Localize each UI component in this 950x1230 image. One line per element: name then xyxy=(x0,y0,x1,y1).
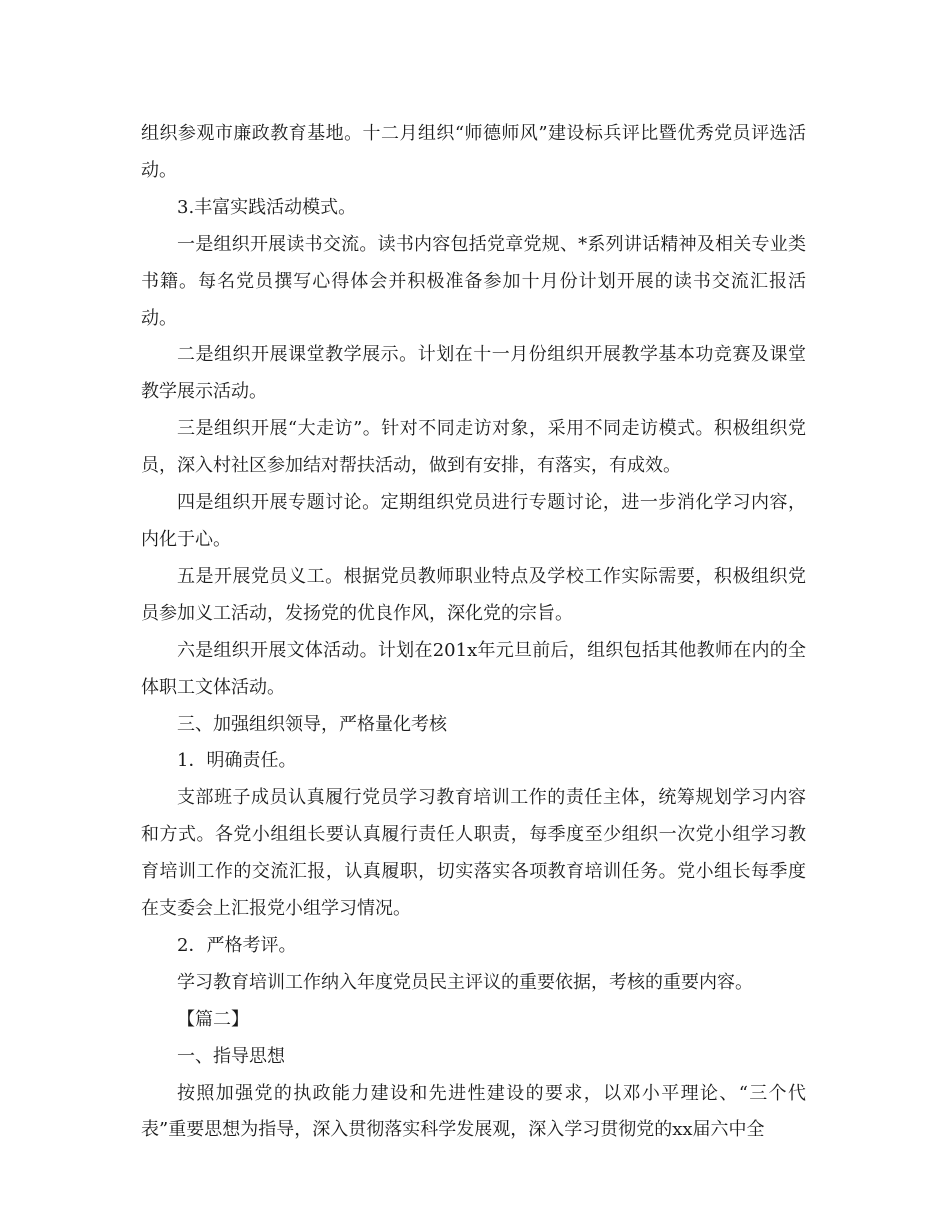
paragraph: 二是组织开展课堂教学展示。计划在十一月份组织开展教学基本功竞赛及课堂教学展示活动。 xyxy=(141,344,806,403)
paragraph: 一是组织开展读书交流。读书内容包括党章党规、*系列讲话精神及相关专业类书籍。每名党员撰写心得体会并积极准备参加十月份计划开展的读书交流汇报活动。 xyxy=(141,233,806,329)
section-heading: 三、加强组织领导，严格量化考核 xyxy=(177,713,447,735)
subsection-heading: 2．严格考评。 xyxy=(177,934,297,956)
paragraph: 学习教育培训工作纳入年度党员民主评议的重要依据，考核的重要内容。 xyxy=(177,971,753,993)
paragraph: 四是组织开展专题讨论。定期组织党员进行专题讨论，进一步消化学习内容，内化于心。 xyxy=(141,492,806,550)
part-heading: 【篇二】 xyxy=(177,1008,249,1030)
paragraph: 三是组织开展“大走访”。针对不同走访对象，采用不同走访模式。积极组织党员，深入村社区参加结对帮扶活动，做到有安排，有落实，有成效。 xyxy=(141,418,806,477)
paragraph: 支部班子成员认真履行党员学习教育培训工作的责任主体，统筹规划学习内容和方式。各党小组组长要认真履行责任人职责，每季度至少组织一次党小组学习教育培训工作的交流汇报，认真履职，切实落实各项教育培训任务。党小组长每季度在支委会上汇报党小组学习情况。 xyxy=(141,787,806,920)
paragraph: 五是开展党员义工。根据党员教师职业特点及学校工作实际需要，积极组织党员参加义工活动，发扬党的优良作风，深化党的宗旨。 xyxy=(141,565,806,624)
paragraph: 按照加强党的执政能力建设和先进性建设的要求，以邓小平理论、“三个代表”重要思想为指导，深入贯彻落实科学发展观，深入学习贯彻党的xx届六中全 xyxy=(141,1082,806,1141)
subsection-heading: 1．明确责任。 xyxy=(177,750,297,772)
paragraph: 六是组织开展文体活动。计划在201x年元旦前后，组织包括其他教师在内的全体职工文体活动。 xyxy=(141,639,806,698)
paragraph: 组织参观市廉政教育基地。十二月组织“师德师风”建设标兵评比暨优秀党员评选活动。 xyxy=(141,123,806,181)
section-heading: 一、指导思想 xyxy=(177,1045,285,1067)
document-body xyxy=(141,116,806,1149)
paragraph-heading: 3.丰富实践活动模式。 xyxy=(177,196,357,218)
